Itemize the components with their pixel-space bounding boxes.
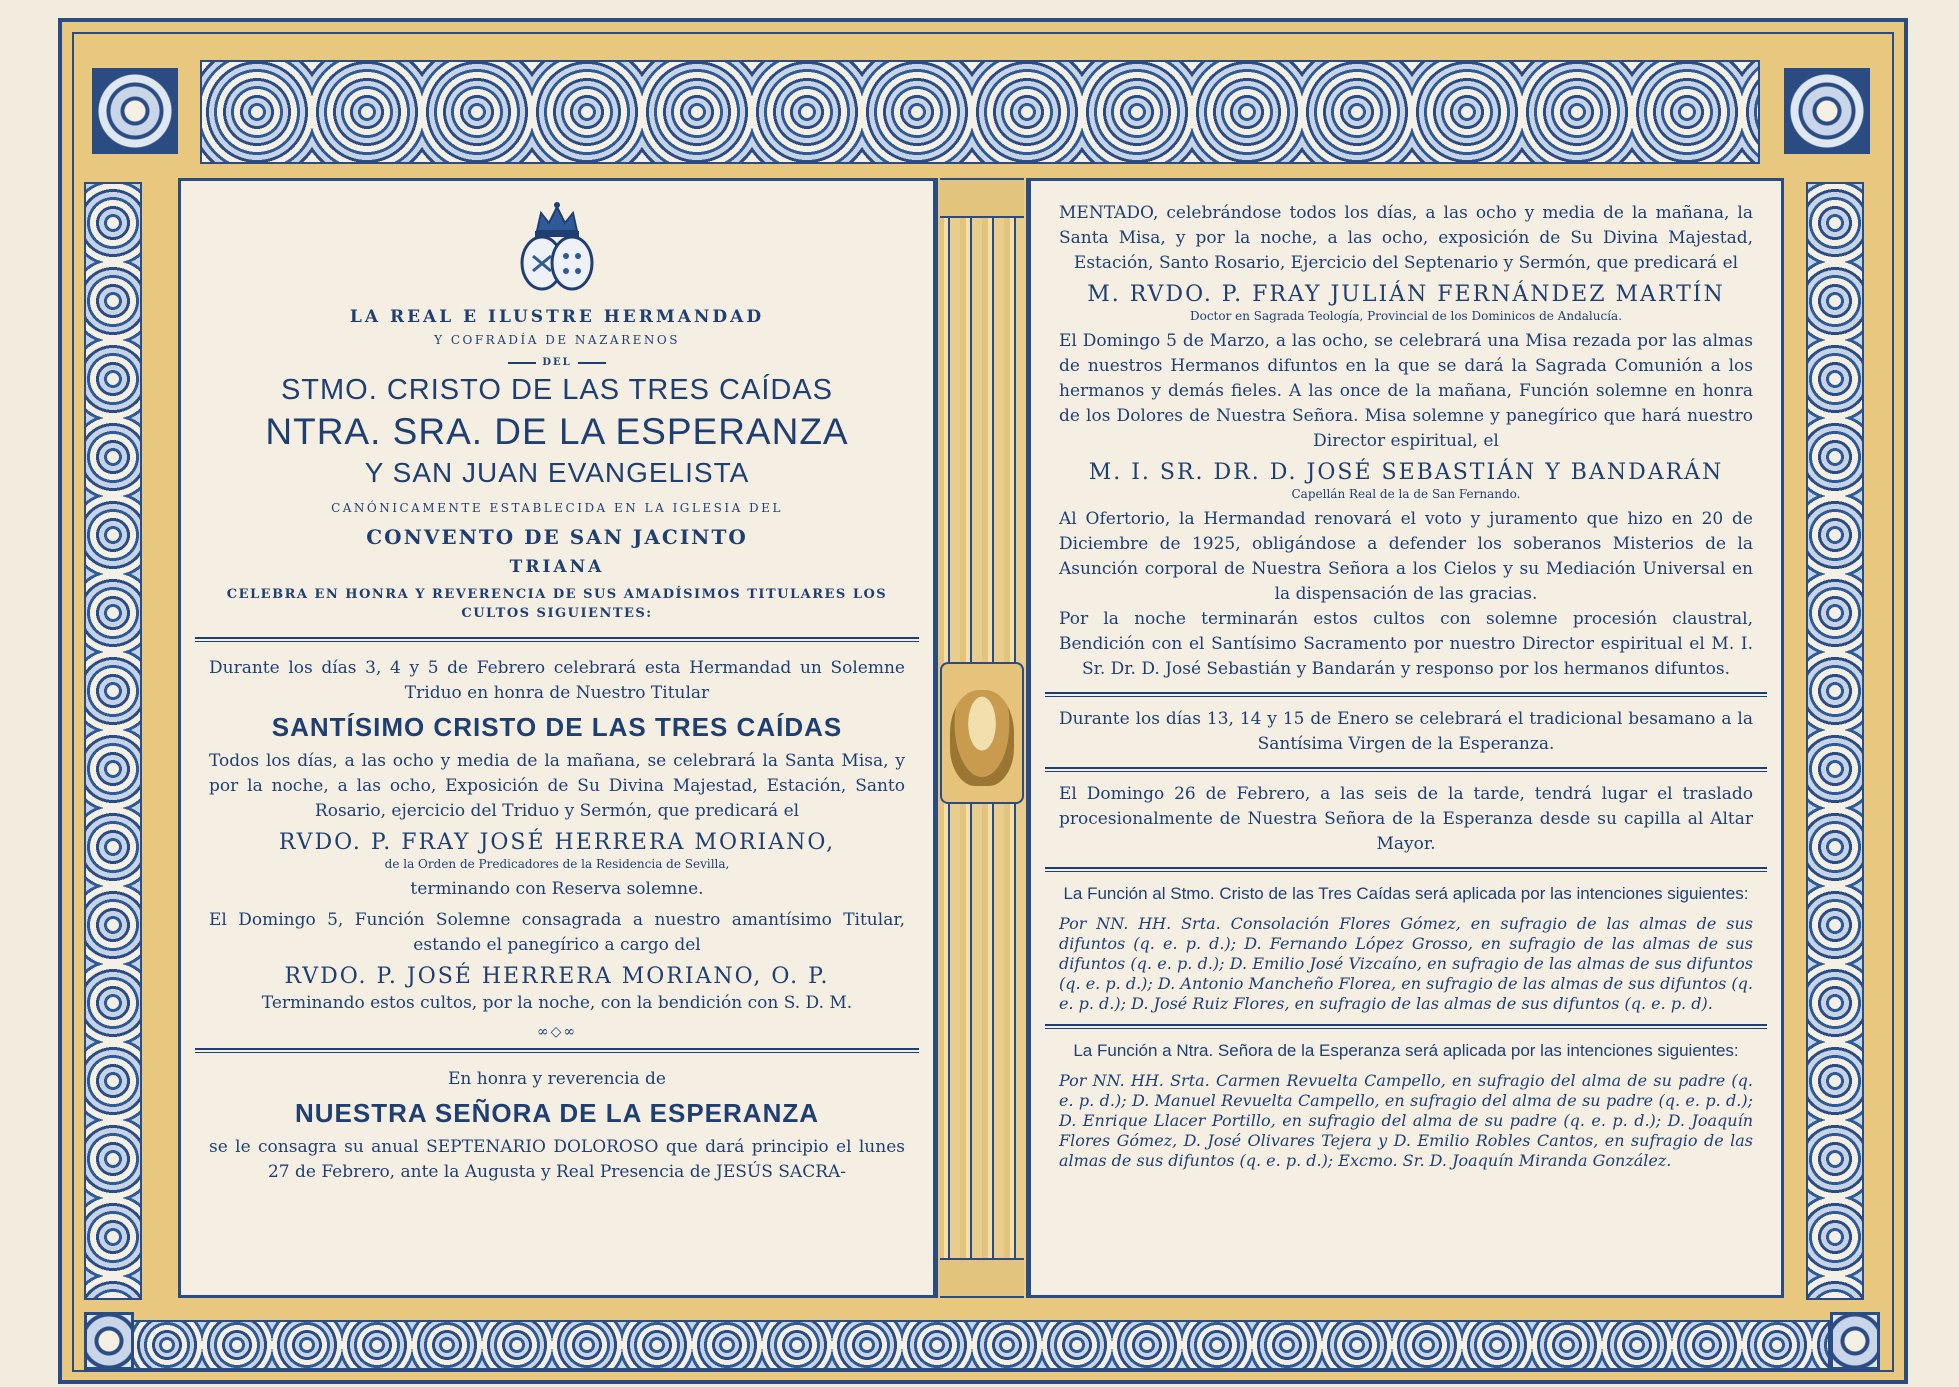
- left-text-panel: [178, 178, 936, 1298]
- intenciones-esperanza-list: Por NN. HH. Srta. Carmen Revuelta Campello, en sufragio del alma de su padre (q. e. p. d.); D. Manuel Revuelta Campello, en sufragio del alma de su padre (q. e. p. d.); D. Enrique Llacer Portillo, en sufragio del alma de su padre (q. e. p. d.); D. Joaquín Flores Gómez, D. José Olivares Tejera y D. Emilio Robles Cantos, en sufragio de las almas de sus difuntos (q. e. p. d.); Excmo. Sr. D. Joaquín Miranda González.: [1059, 1071, 1753, 1170]
- title-esperanza: NTRA. SRA. DE LA ESPERANZA: [265, 411, 849, 452]
- traslado-paragraph: El Domingo 26 de Febrero, a las seis de la tarde, tendrá lugar el traslado procesionalmente de Nuestra Señora de la Esperanza desde su capilla al Altar Mayor.: [1059, 784, 1753, 854]
- del-divider: [209, 357, 905, 368]
- domingo-marzo-paragraph: El Domingo 5 de Marzo, a las ocho, se celebrará una Misa rezada por las almas de nuestros Hermanos difuntos en la que se dará la Sagrada Comunión a los hermanos y demás fieles. A las once de la mañana, Función solemne en honra de los Dolores de Nuestra Señora. Misa solemne y panegírico que hará nuestro Director espiritual, el: [1059, 331, 1753, 451]
- funcion-paragraph: El Domingo 5, Función Solemne consagrada a nuestro amantísimo Titular, estando el panegírico a cargo del: [209, 910, 905, 955]
- canonical-note: CANÓNICAMENTE ESTABLECIDA EN LA IGLESIA DEL: [331, 501, 783, 515]
- right-ornament-band: [1806, 182, 1864, 1300]
- crown-crest-icon: [509, 201, 605, 293]
- top-ornament-band: [200, 60, 1760, 164]
- triduo-paragraph: Durante los días 3, 4 y 5 de Febrero celebrará esta Hermandad un Solemne Triduo en honra de Nuestro Titular: [209, 658, 905, 703]
- left-ornament-band: [84, 182, 142, 1300]
- brotherhood-subheading: Y COFRADÍA DE NAZARENOS: [434, 333, 680, 347]
- reserva-line: terminando con Reserva solemne.: [410, 879, 704, 899]
- corner-rosette-icon: [84, 1312, 134, 1370]
- mascaron-face-icon: [950, 690, 1014, 786]
- title-cristo: STMO. CRISTO DE LAS TRES CAÍDAS: [280, 374, 834, 406]
- triduo-schedule-paragraph: Todos los días, a las ocho y media de la mañana, se celebrará la Santa Misa, y por la noche, a las ocho, Exposición de Su Divina Majestad, Estación, Santo Rosario, ejercicio del Triduo y Sermón, que predicará el: [209, 751, 905, 821]
- celebra-note: CELEBRA EN HONRA Y REVERENCIA DE SUS AMADÍSIMOS TITULARES LOS CULTOS SIGUIENTES:: [226, 587, 888, 621]
- cristo-heading: SANTÍSIMO CRISTO DE LAS TRES CAÍDAS: [271, 712, 843, 742]
- convento-name: CONVENTO DE SAN JACINTO: [366, 525, 748, 549]
- triana-label: TRIANA: [509, 557, 605, 577]
- preacher-name: RVDO. P. FRAY JOSÉ HERRERA MORIANO,: [278, 830, 836, 855]
- septenario-continued-paragraph: MENTADO, celebrándose todos los días, a las ocho y media de la mañana, la Santa Misa, y por la noche, a las ocho, exposición de Su Divina Majestad, Estación, Santo Rosario, Ejercicio del Septenario y Sermón, que predicará el: [1059, 203, 1753, 273]
- divider: [1045, 767, 1767, 772]
- intenciones-cristo-heading: La Función al Stmo. Cristo de las Tres Caídas será aplicada por las intenciones siguientes:: [1063, 884, 1749, 903]
- closing-line: Terminando estos cultos, por la noche, con la bendición con S. D. M.: [261, 993, 853, 1013]
- ofertorio-paragraph: Al Ofertorio, la Hermandad renovará el voto y juramento que hizo en 20 de Diciembre de 1925, obligándose a defender los soberanos Misterios de la Asunción corporal de Nuestra Señora a los Cielos y su Mediación Universal en la dispensación de las gracias.: [1059, 509, 1753, 604]
- director-title: Capellán Real de la de San Fernando.: [1291, 487, 1521, 501]
- corner-rosette-icon: [92, 68, 178, 154]
- corner-rosette-icon: [1830, 1312, 1880, 1370]
- column-capital: [940, 178, 1024, 218]
- preacher-order: de la Orden de Predicadores de la Residencia de Sevilla,: [384, 857, 730, 871]
- right-text-panel: [1028, 178, 1784, 1298]
- column-base: [940, 1258, 1024, 1298]
- ornament-divider-icon: ∞◇∞: [536, 1024, 578, 1040]
- preacher-julian: M. RVDO. P. FRAY JULIÁN FERNÁNDEZ MARTÍN: [1087, 282, 1725, 307]
- title-san-juan: Y SAN JUAN EVANGELISTA: [364, 457, 750, 488]
- divider: [1045, 867, 1767, 872]
- esperanza-heading: NUESTRA SEÑORA DE LA ESPERANZA: [294, 1098, 820, 1128]
- intenciones-esperanza-heading: La Función a Ntra. Señora de la Esperanza será aplicada por las intenciones siguientes:: [1073, 1041, 1739, 1060]
- honra-line: En honra y reverencia de: [448, 1069, 666, 1089]
- bottom-ornament-band: [130, 1320, 1830, 1370]
- preacher-julian-title: Doctor en Sagrada Teología, Provincial de los Dominicos de Andalucía.: [1189, 309, 1623, 323]
- director-name: M. I. SR. DR. D. JOSÉ SEBASTIÁN Y BANDARÁN: [1088, 460, 1724, 485]
- divider: [1045, 1024, 1767, 1029]
- del-label: DEL: [542, 357, 572, 368]
- besamano-paragraph: Durante los días 13, 14 y 15 de Enero se celebrará el tradicional besamano a la Santísima Virgen de la Esperanza.: [1059, 709, 1753, 754]
- brotherhood-heading: LA REAL E ILUSTRE HERMANDAD: [349, 307, 765, 327]
- divider: [195, 1048, 919, 1053]
- panegyric-preacher: RVDO. P. JOSÉ HERRERA MORIANO, O. P.: [284, 964, 830, 989]
- divider: [1045, 692, 1767, 697]
- corner-rosette-icon: [1784, 68, 1870, 154]
- septenario-paragraph: se le consagra su anual SEPTENARIO DOLOROSO que dará principio el lunes 27 de Febrero, ante la Augusta y Real Presencia de JESÚS SACRA-: [209, 1137, 905, 1182]
- procesion-paragraph: Por la noche terminarán estos cultos con solemne procesión claustral, Bendición con el Santísimo Sacramento por nuestro Director espiritual el M. I. Sr. Dr. D. José Sebastián y Bandarán y responso por los hermanos difuntos.: [1059, 609, 1753, 679]
- divider: [195, 637, 919, 642]
- intenciones-cristo-list: Por NN. HH. Srta. Consolación Flores Gómez, en sufragio de las almas de sus difuntos (q. e. p. d.); D. Fernando López Grosso, en sufragio de las almas de sus difuntos (q. e. p. d.); D. Emilio José Vizcaíno, en sufragio de las almas de sus difuntos (q. e. p. d.); D. Antonio Mancheño Florea, en sufragio de las almas de sus difuntos (q. e. p. d.); D. José Ruiz Flores, en sufragio de las almas de sus difuntos (q. e. p. d).: [1059, 914, 1753, 1013]
